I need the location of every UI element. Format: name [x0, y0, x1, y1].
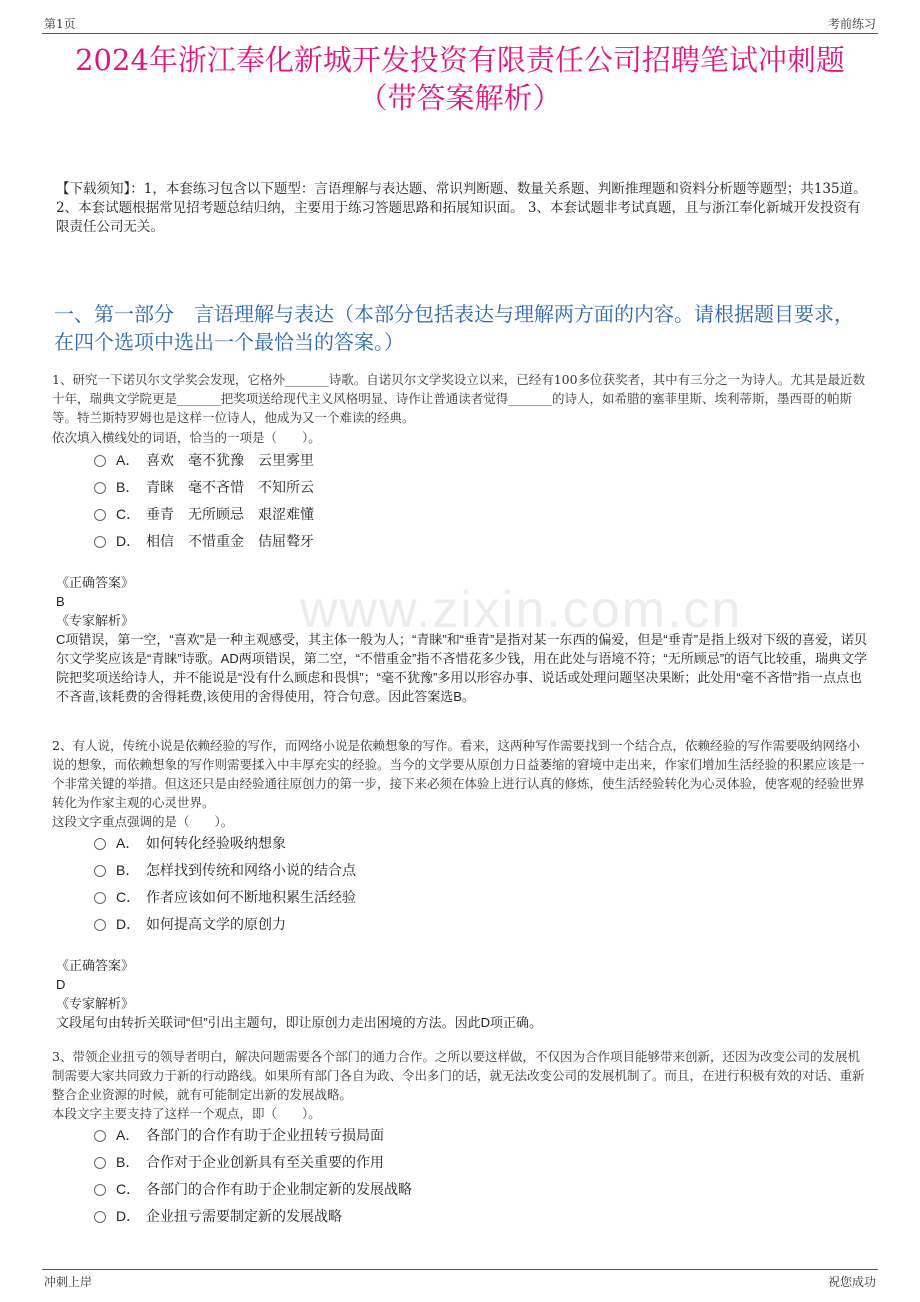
document-subtitle: （带答案解析）	[358, 81, 562, 115]
question-1-stem: 1、研究一下诺贝尔文学奖会发现，它格外_______诗歌。自诺贝尔文学奖设立以来，已经有100多位获奖者，其中有三分之一为诗人。尤其是最近数十年，瑞典文学院更是_______把奖项送给现代主义风格明显、诗作让普通读者觉得_______的诗人，如希腊的塞菲里斯、埃利蒂斯，墨西哥的帕斯等。特兰斯特罗姆也是这样一位诗人，他成为又一个难读的经典。	[52, 372, 866, 425]
question-2-stem: 2、有人说，传统小说是依赖经验的写作，而网络小说是依赖想象的写作。看来，这两种写作需要找到一个结合点，依赖经验的写作需要吸纳网络小说的想象，而依赖想象的写作则需要揉入中丰厚充实的经验。当今的文学要从原创力日益萎缩的窘境中走出来，作家们增加生活经验的积累应该是一个非常关键的举措。但这还只是由经验通往原创力的第一步，接下来必须在体验上进行认真的修炼，使生活经验转化为心灵体验，使客观的经验世界转化为作家主观的心灵世界。	[52, 738, 865, 810]
watermark: www.zixin.com.cn	[300, 581, 743, 639]
question-2-option-d[interactable]: D． 如何提高文学的原创力	[94, 914, 286, 934]
radio-icon[interactable]	[94, 919, 106, 931]
question-2-option-b[interactable]: B． 怎样找到传统和网络小说的结合点	[94, 860, 356, 880]
question-2-answer-label: 《正确答案》	[56, 958, 135, 973]
question-2-analysis-label: 《专家解析》	[56, 996, 135, 1011]
question-3-option-b[interactable]: B． 合作对于企业创新具有至关重要的作用	[94, 1152, 384, 1172]
question-2-prompt: 这段文字重点强调的是（ ）。	[52, 814, 234, 829]
footer-left-label: 冲刺上岸	[44, 1275, 93, 1289]
radio-icon[interactable]	[94, 865, 106, 877]
question-1-answer: B	[56, 594, 65, 609]
question-2-option-c[interactable]: C． 作者应该如何不断地积累生活经验	[94, 887, 356, 907]
document-title: 2024年浙江奉化新城开发投资有限责任公司招聘笔试冲刺题	[75, 43, 845, 77]
question-1-analysis-label: 《专家解析》	[56, 613, 135, 628]
radio-icon[interactable]	[94, 1211, 106, 1223]
question-3-option-a[interactable]: A． 各部门的合作有助于企业扭转亏损局面	[94, 1125, 384, 1145]
section-heading: 一、第一部分 言语理解与表达（本部分包括表达与理解两方面的内容。请根据题目要求，在四个选项中选出一个最恰当的答案。）	[54, 302, 854, 354]
question-1-prompt: 依次填入横线处的词语，恰当的一项是（ ）。	[52, 430, 321, 445]
radio-icon[interactable]	[94, 838, 106, 850]
page-number: 第1页	[44, 17, 76, 31]
footer-rule	[42, 1269, 878, 1270]
question-2-option-a[interactable]: A． 如何转化经验吸纳想象	[94, 833, 286, 853]
question-3-option-c[interactable]: C． 各部门的合作有助于企业制定新的发展战略	[94, 1179, 412, 1199]
radio-icon[interactable]	[94, 1157, 106, 1169]
footer-right-label: 祝您成功	[827, 1275, 876, 1289]
download-notice: 【下载须知】：1，本套练习包含以下题型：言语理解与表达题、常识判断题、数量关系题、判断推理题和资料分析题等题型；共135道。 2、本套试题根据常见招考题总结归纳，主要用于练习答题思路和拓展知识面。 3、本套试题非考试真题，且与浙江奉化新城开发投资有限责任公司无关。	[56, 181, 867, 235]
question-1-option-d[interactable]: D． 相信 不惜重金 佶屈聱牙	[94, 531, 314, 551]
radio-icon[interactable]	[94, 1130, 106, 1142]
header-rule	[42, 33, 878, 34]
question-2-analysis: 文段尾句由转折关联词“但”引出主题句，即让原创力走出困境的方法。因此D项正确。	[56, 1015, 543, 1030]
question-3-stem: 3、带领企业扭亏的领导者明白，解决问题需要各个部门的通力合作。之所以要这样做，不仅因为合作项目能够带来创新，还因为改变公司的发展机制需要大家共同致力于新的行动路线。如果所有部门各自为政、令出多门的话，就无法改变公司的发展机制了。而且，在进行积极有效的对话、重新整合企业资源的时候，就有可能制定出新的发展战略。	[52, 1049, 865, 1102]
radio-icon[interactable]	[94, 455, 106, 467]
question-3-prompt: 本段文字主要支持了这样一个观点，即（ ）。	[52, 1106, 321, 1121]
question-2-answer: D	[56, 977, 66, 992]
question-1-analysis: C项错误，第一空，“喜欢”是一种主观感受，其主体一般为人；“青睐”和“垂青”是指对某一东西的偏爱，但是“垂青”是指上级对下级的喜爱，诺贝尔文学奖应该是“青睐”诗歌。AD两项错误，第二空，“不惜重金”指不吝惜花多少钱，用在此处与语境不符；“无所顾忌”的语气比较重，瑞典文学院把奖项送给诗人，并不能说是“没有什么顾虑和畏惧”；“毫不犹豫”多用以形容办事、说话或处理问题坚决果断；此处用“毫不吝惜”指一点点也不吝啬,该耗费的舍得耗费,该使用的舍得使用，符合句意。因此答案选B。	[56, 632, 868, 704]
question-1-option-a[interactable]: A． 喜欢 毫不犹豫 云里雾里	[94, 450, 314, 470]
question-3-option-d[interactable]: D． 企业扭亏需要制定新的发展战略	[94, 1206, 342, 1226]
question-1-answer-label: 《正确答案》	[56, 575, 135, 590]
header-right-label: 考前练习	[827, 17, 876, 31]
question-1-option-b[interactable]: B． 青睐 毫不吝惜 不知所云	[94, 477, 314, 497]
radio-icon[interactable]	[94, 536, 106, 548]
radio-icon[interactable]	[94, 892, 106, 904]
question-1-option-c[interactable]: C． 垂青 无所顾忌 艰涩难懂	[94, 504, 314, 524]
radio-icon[interactable]	[94, 1184, 106, 1196]
radio-icon[interactable]	[94, 509, 106, 521]
radio-icon[interactable]	[94, 482, 106, 494]
